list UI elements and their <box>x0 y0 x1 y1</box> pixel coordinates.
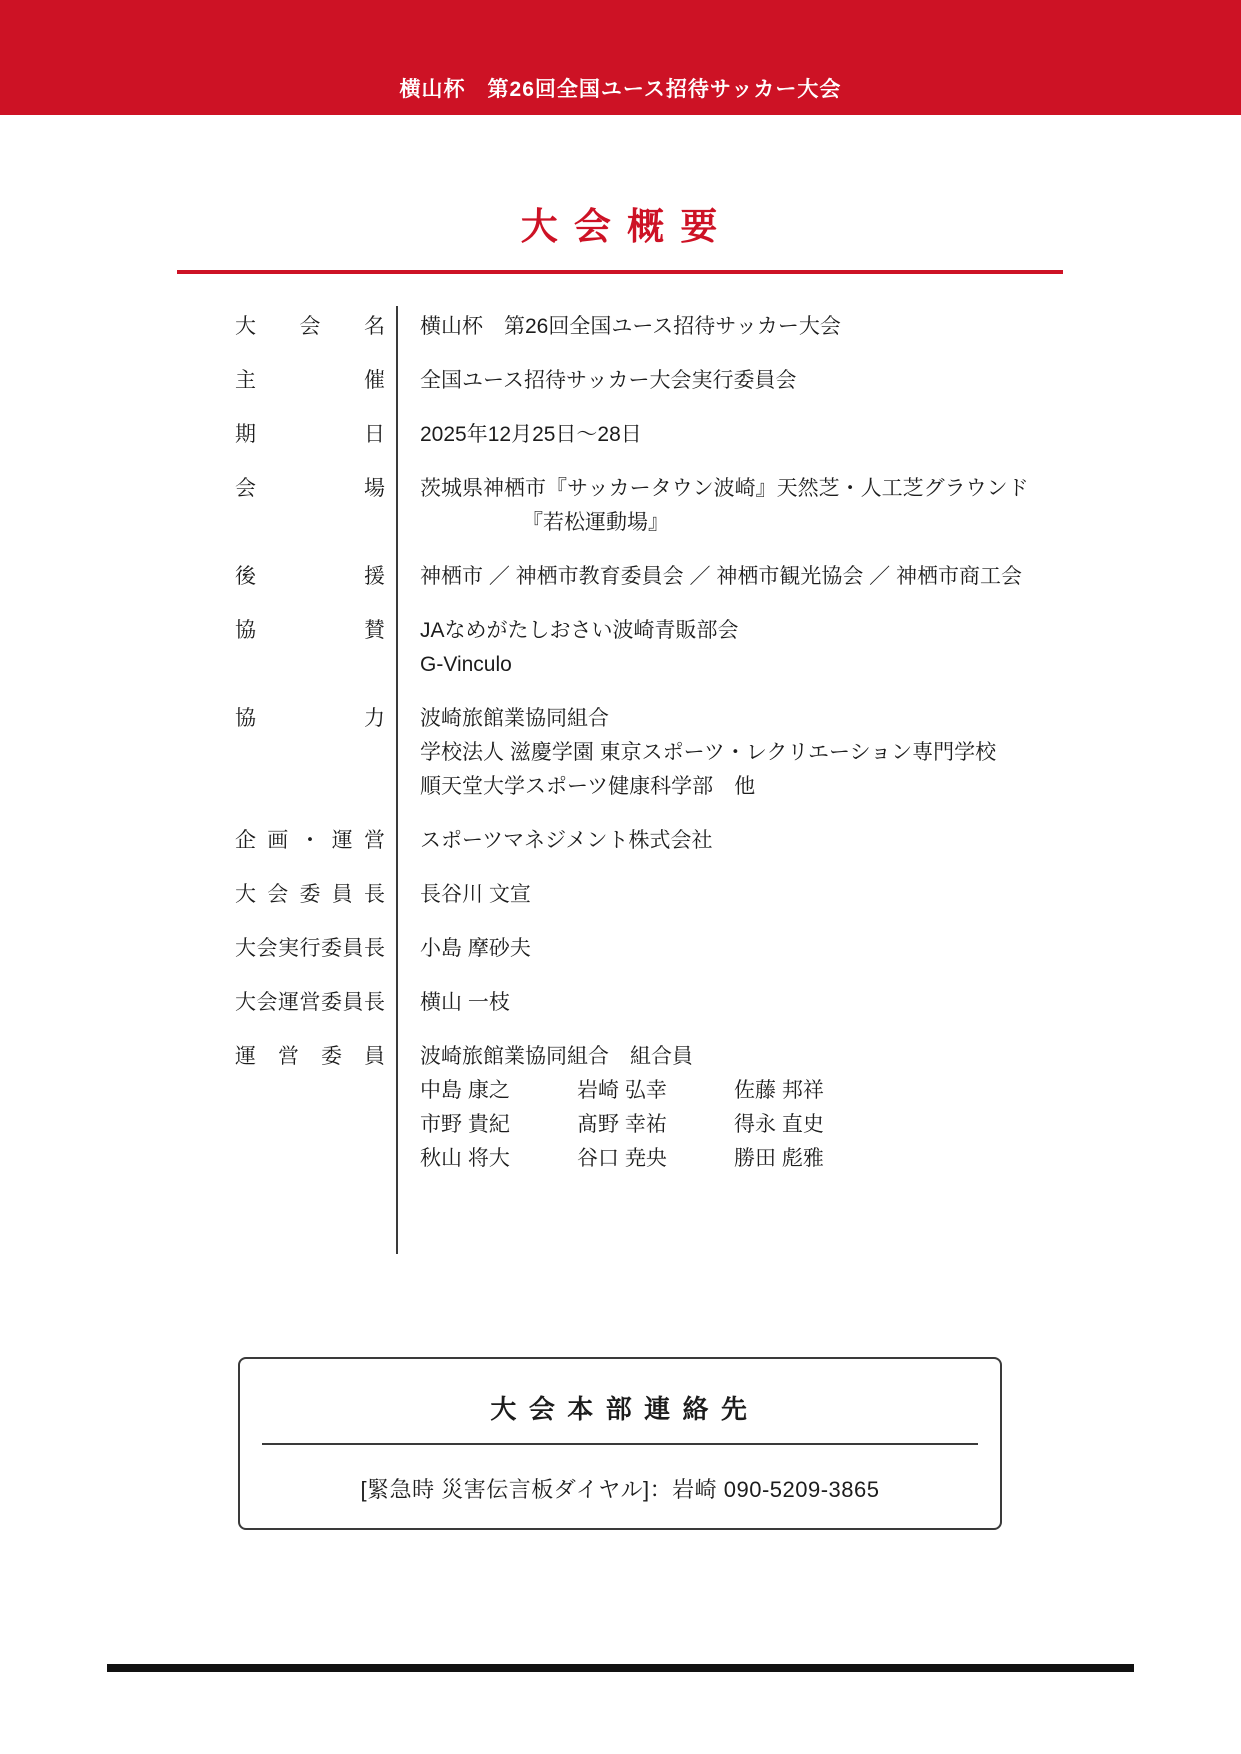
row-value <box>420 986 510 1020</box>
row-label: 協 力 <box>235 707 385 730</box>
overview-row-cooperation <box>235 702 1085 804</box>
row-value <box>420 824 713 858</box>
row-label: 運 営 委 員 <box>235 1045 385 1068</box>
row-label: 大 会 実 行 委 員 長 <box>235 937 385 960</box>
row-value <box>420 614 739 682</box>
member-name: 得永 直史 <box>734 1113 824 1136</box>
row-value <box>420 310 841 344</box>
members-row <box>420 1142 824 1176</box>
row-label: 大 会 運 営 委 員 長 <box>235 991 385 1014</box>
row-label: 大 会 委 員 長 <box>235 883 385 906</box>
row-value <box>420 364 797 398</box>
value-line: 横山 一枝 <box>420 991 510 1014</box>
value-line: 全国ユース招待サッカー大会実行委員会 <box>420 369 797 392</box>
row-value <box>420 418 642 452</box>
members-row <box>420 1108 824 1142</box>
value-line: G-Vinculo <box>420 653 512 676</box>
value-line: 長谷川 文宣 <box>420 883 531 906</box>
member-name: 秋山 将大 <box>420 1147 510 1170</box>
value-line: 波崎旅館業協同組合 組合員 <box>420 1045 693 1068</box>
title-underline-rule <box>177 270 1063 274</box>
committee-members-grid <box>420 1074 824 1176</box>
value-line: 小島 摩砂夫 <box>420 937 531 960</box>
value-line: 順天堂大学スポーツ健康科学部 他 <box>420 775 756 798</box>
members-row <box>420 1074 824 1108</box>
top-banner <box>0 0 1241 115</box>
value-line: 2025年12月25日～28日 <box>420 423 642 446</box>
page-title: 大 会 概 要 <box>520 206 721 247</box>
row-label: 後 援 <box>235 565 385 588</box>
overview-row-committee-members <box>235 1040 1085 1176</box>
row-label: 主 催 <box>235 369 385 392</box>
top-banner-title: 横山杯 第26回全国ユース招待サッカー大会 <box>399 78 842 101</box>
row-label: 大 会 名 <box>235 315 385 338</box>
overview-row-venue <box>235 472 1085 540</box>
row-label: 期 日 <box>235 423 385 446</box>
row-value <box>420 932 531 966</box>
row-value <box>420 1040 824 1176</box>
emergency-contact-line: [緊急時 災害伝言板ダイヤル]：岩崎 090-5209-3865 <box>360 1477 880 1502</box>
overview-row-support <box>235 560 1085 594</box>
member-name: 佐藤 邦祥 <box>734 1079 824 1102</box>
member-name: 岩崎 弘幸 <box>577 1079 667 1102</box>
overview-row-organizer <box>235 364 1085 398</box>
overview-row-chairman <box>235 878 1085 912</box>
row-value <box>420 472 1029 540</box>
value-line: 横山杯 第26回全国ユース招待サッカー大会 <box>420 315 841 338</box>
contact-box <box>238 1357 1002 1530</box>
value-line: 茨城県神栖市『サッカータウン波崎』天然芝・人工芝グラウンド <box>420 477 1029 500</box>
contact-title-underline <box>262 1443 978 1445</box>
overview-list <box>235 310 1085 1196</box>
value-line: 波崎旅館業協同組合 <box>420 707 609 730</box>
overview-row-tournament-name <box>235 310 1085 344</box>
row-value <box>420 878 531 912</box>
overview-row-dates <box>235 418 1085 452</box>
value-line: 学校法人 滋慶学園 東京スポーツ・レクリエーション専門学校 <box>420 741 997 764</box>
row-label: 企 画 ・ 運 営 <box>235 829 385 852</box>
row-value <box>420 702 996 804</box>
row-value <box>420 560 1022 594</box>
contact-box-title: 大 会 本 部 連 絡 先 <box>490 1394 750 1424</box>
overview-row-planning <box>235 824 1085 858</box>
footer-bar <box>107 1664 1134 1672</box>
member-name: 勝田 彪雅 <box>734 1147 824 1170</box>
overview-row-operations-chairman <box>235 986 1085 1020</box>
overview-row-executive-chairman <box>235 932 1085 966</box>
member-name: 中島 康之 <box>420 1079 510 1102</box>
overview-row-sponsors <box>235 614 1085 682</box>
member-name: 谷口 尭央 <box>577 1147 667 1170</box>
row-label: 協 賛 <box>235 619 385 642</box>
member-name: 市野 貴紀 <box>420 1113 510 1136</box>
value-line: JAなめがたしおさい波崎青販部会 <box>420 619 739 642</box>
value-line: スポーツマネジメント株式会社 <box>420 829 713 852</box>
value-line: 『若松運動場』 <box>522 511 669 534</box>
label-value-separator-line <box>396 306 398 1254</box>
member-name: 髙野 幸祐 <box>577 1113 667 1136</box>
value-line: 神栖市 ／ 神栖市教育委員会 ／ 神栖市観光協会 ／ 神栖市商工会 <box>420 565 1023 588</box>
row-label: 会 場 <box>235 477 385 500</box>
